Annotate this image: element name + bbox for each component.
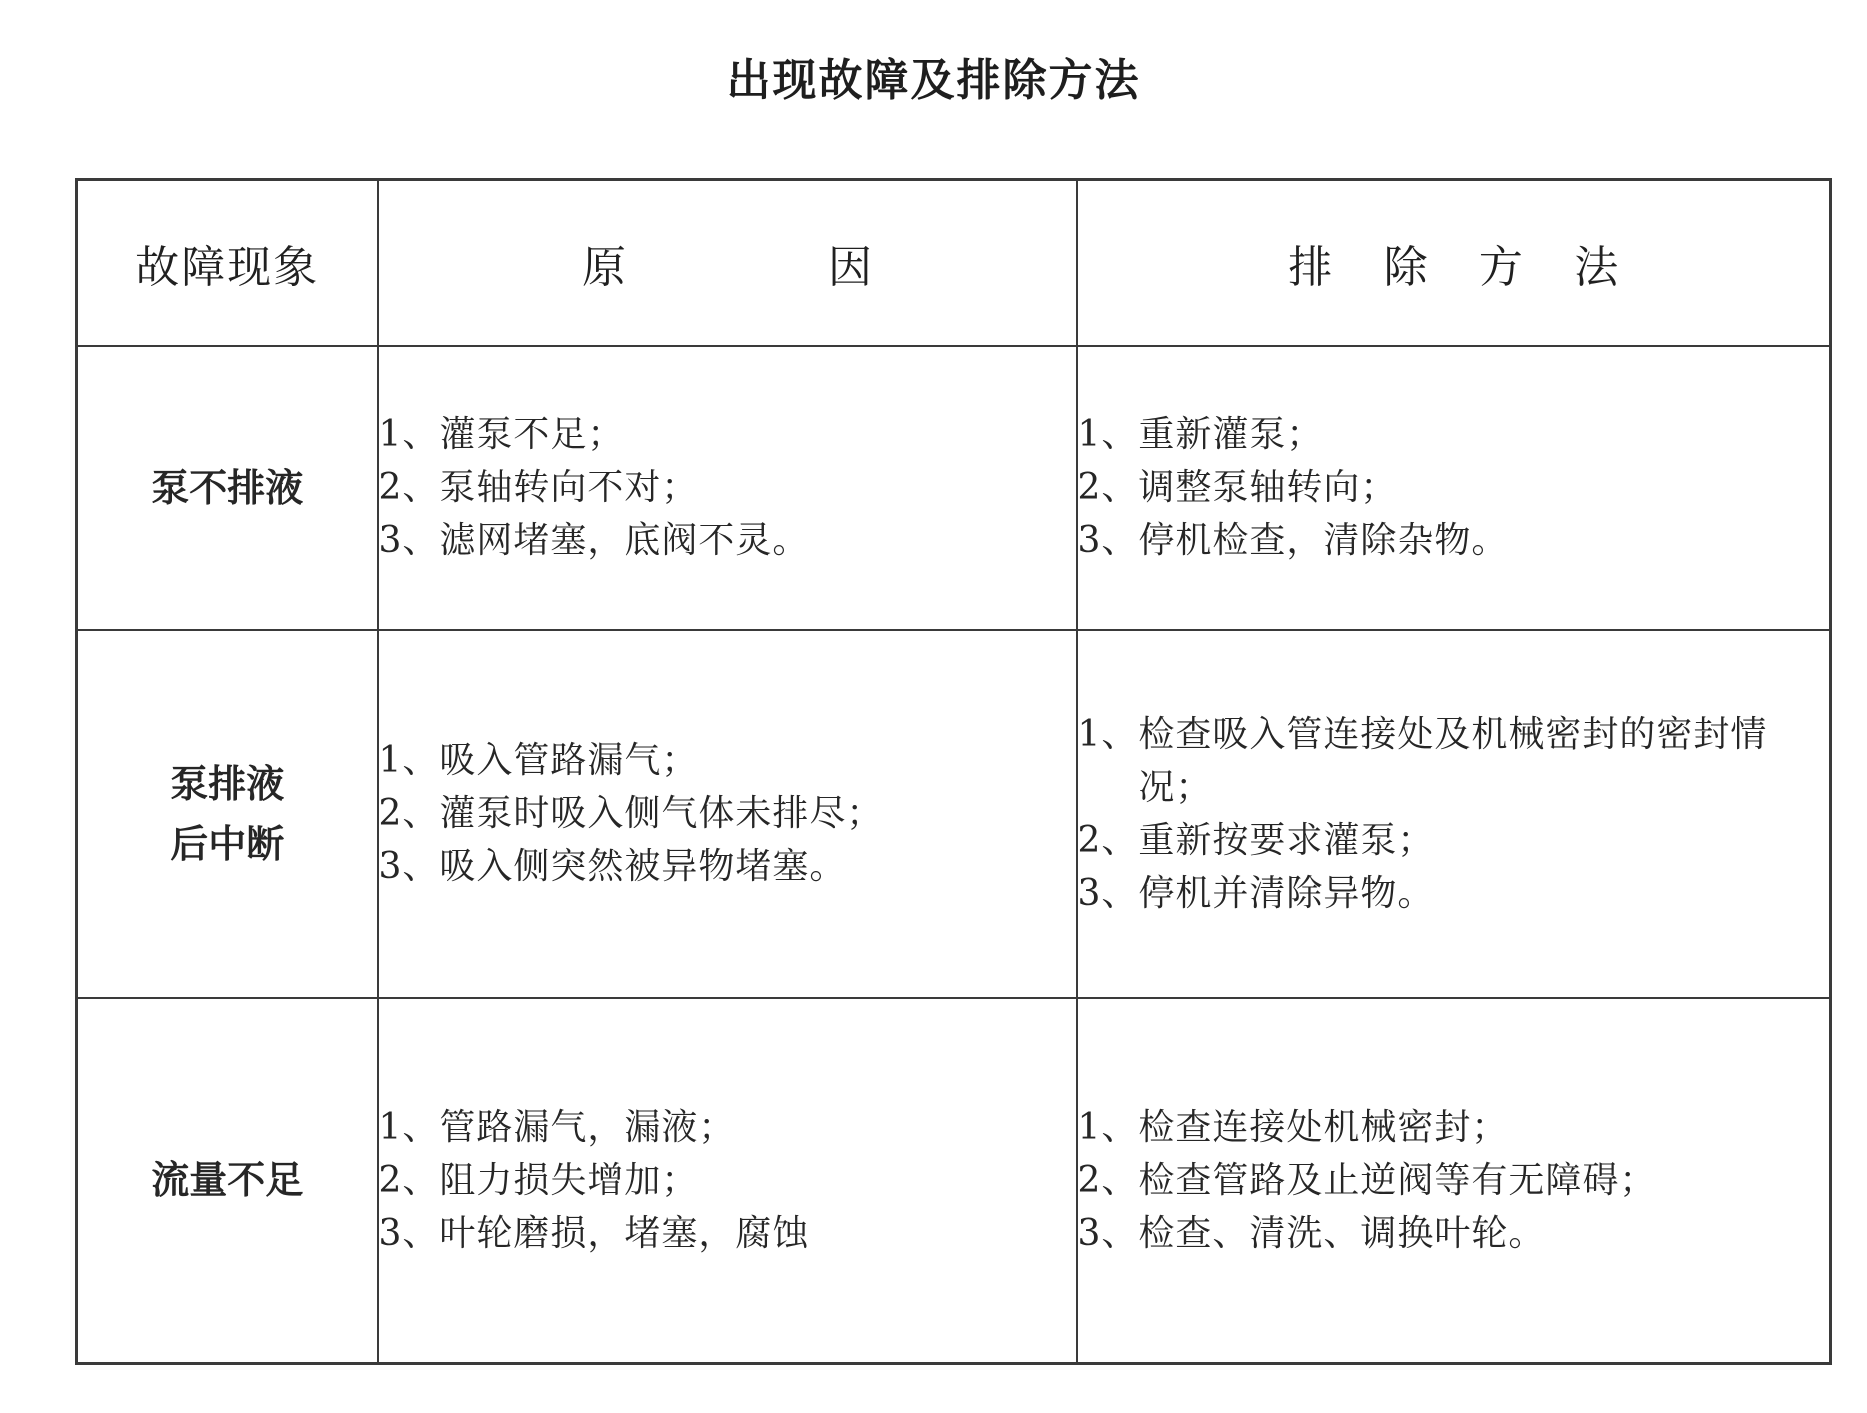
remedy-cell: [1077, 998, 1831, 1364]
header-remedy-char: 除: [1383, 241, 1428, 293]
remedy-cell: [1077, 346, 1831, 630]
item-number: 3、: [1077, 872, 1139, 914]
list-item: [379, 408, 1076, 461]
item-number: 1、: [378, 1106, 440, 1148]
item-number: 2、: [378, 793, 440, 834]
item-text: 泵轴转向不对；: [439, 467, 699, 508]
item-text: 检查管路及止逆阀等有无障碍；: [1138, 1159, 1657, 1201]
table-row: [77, 346, 1831, 630]
item-number: 3、: [378, 1212, 440, 1254]
symptom-cell: [77, 630, 378, 998]
list-item: [379, 1154, 1076, 1207]
item-text: 检查连接处机械密封；: [1138, 1106, 1509, 1148]
item-number: 2、: [378, 467, 440, 508]
header-cause-char: 因: [828, 241, 872, 293]
table-row: [77, 630, 1831, 998]
item-number: 1、: [1077, 713, 1139, 755]
list-item: [379, 1207, 1076, 1260]
header-remedy-char: 法: [1574, 241, 1619, 293]
item-text: 检查吸入管连接处及机械密封的密封情况；: [1138, 713, 1768, 808]
symptom-text: 泵排液: [170, 760, 285, 806]
item-text: 重新按要求灌泵；: [1138, 819, 1435, 861]
fault-table: [75, 178, 1832, 1365]
cause-list: [379, 734, 1076, 893]
table-header-row: [77, 180, 1831, 346]
symptom-cell: [77, 998, 378, 1364]
remedy-list: [1078, 408, 1830, 567]
item-number: 1、: [1077, 1106, 1139, 1148]
item-number: 3、: [378, 846, 440, 887]
list-item: [1078, 1154, 1830, 1207]
item-text: 停机并清除异物。: [1138, 872, 1435, 914]
page-title: 出现故障及排除方法: [726, 55, 1141, 106]
item-text: 吸入管路漏气；: [439, 740, 699, 781]
header-cause-char: 原: [582, 241, 626, 293]
list-item: [1078, 867, 1830, 920]
table-row: [77, 998, 1831, 1364]
cause-cell: [378, 346, 1077, 630]
list-item: [379, 840, 1076, 893]
item-text: 管路漏气，漏液；: [439, 1106, 736, 1148]
list-item: [1078, 1101, 1830, 1154]
cause-cell: [378, 630, 1077, 998]
list-item: [1078, 408, 1830, 461]
remedy-cell: [1077, 630, 1831, 998]
item-text: 灌泵时吸入侧气体未排尽；: [439, 793, 884, 834]
item-text: 停机检查，清除杂物。: [1138, 520, 1509, 561]
item-text: 吸入侧突然被异物堵塞。: [439, 846, 847, 887]
item-text: 叶轮磨损，堵塞，腐蚀: [439, 1212, 810, 1254]
symptom-text: 后中断: [170, 820, 285, 866]
remedy-list: [1078, 1101, 1830, 1260]
header-remedy: [1077, 180, 1831, 346]
item-number: 3、: [1077, 520, 1139, 561]
item-text: 阻力损失增加；: [439, 1159, 699, 1201]
cause-list: [379, 408, 1076, 567]
item-number: 3、: [378, 520, 440, 561]
item-number: 1、: [1077, 414, 1139, 455]
symptom-text: 流量不足: [151, 1157, 304, 1203]
list-item: [379, 461, 1076, 514]
symptom-text: 泵不排液: [151, 464, 304, 510]
list-item: [1078, 461, 1830, 514]
list-item: [379, 1101, 1076, 1154]
item-text: 滤网堵塞，底阀不灵。: [439, 520, 810, 561]
item-number: 1、: [378, 740, 440, 781]
list-item: [1078, 814, 1830, 867]
symptom-cell: [77, 346, 378, 630]
item-text: 检查、清洗、调换叶轮。: [1138, 1212, 1546, 1254]
cause-list: [379, 1101, 1076, 1260]
list-item: [379, 787, 1076, 840]
item-number: 3、: [1077, 1212, 1139, 1254]
item-number: 2、: [1077, 1159, 1139, 1201]
list-item: [1078, 708, 1830, 814]
item-number: 2、: [1077, 467, 1139, 508]
list-item: [379, 514, 1076, 567]
header-remedy-char: 排: [1288, 241, 1333, 293]
item-number: 2、: [378, 1159, 440, 1201]
list-item: [379, 734, 1076, 787]
item-text: 调整泵轴转向；: [1138, 467, 1398, 508]
cause-cell: [378, 998, 1077, 1364]
item-number: 1、: [378, 414, 440, 455]
item-number: 2、: [1077, 819, 1139, 861]
list-item: [1078, 514, 1830, 567]
header-remedy-char: 方: [1478, 241, 1523, 293]
header-symptom: 故障现象: [77, 180, 378, 346]
item-text: 重新灌泵；: [1138, 414, 1324, 455]
remedy-list: [1078, 708, 1830, 920]
item-text: 灌泵不足；: [439, 414, 625, 455]
header-cause: [378, 180, 1077, 346]
list-item: [1078, 1207, 1830, 1260]
